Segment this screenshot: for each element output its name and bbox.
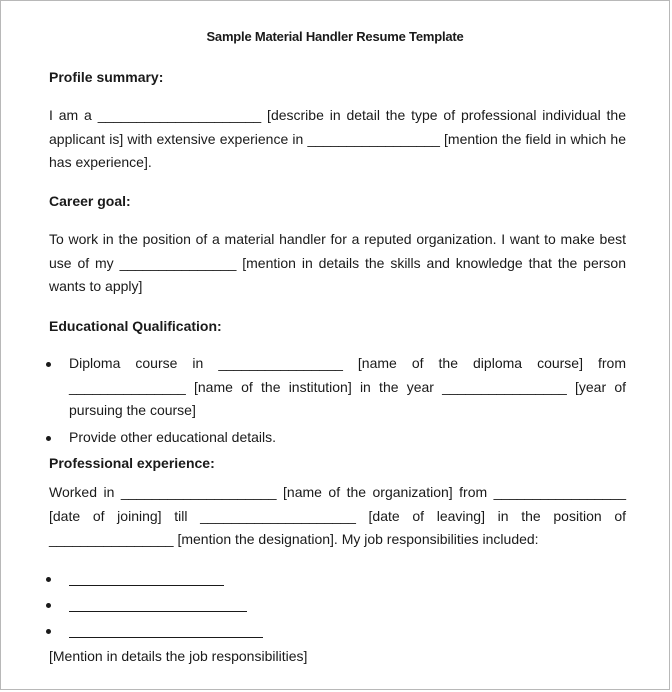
bullet-icon bbox=[46, 436, 51, 441]
education-item-text: Provide other educational details. bbox=[69, 429, 277, 445]
bullet-icon bbox=[46, 603, 51, 608]
career-goal-text: To work in the position of a material handler for a reputed organization. I want to make best use of my _______________ [mention in details the skills and knowledge that the person wants to apply] bbox=[49, 231, 626, 294]
bullet-icon bbox=[46, 629, 51, 634]
bullet-icon bbox=[46, 577, 51, 582]
responsibility-blank-line bbox=[69, 611, 247, 612]
education-heading: Educational Qualification: bbox=[49, 318, 222, 334]
bullet-icon bbox=[46, 362, 51, 367]
professional-experience-text: Worked in ____________________ [name of the organization] from _________________ [date of joining] till ____________________ [date of leaving] in the position of ________________ [mention the designation]. My job responsibilities included: bbox=[49, 484, 626, 547]
responsibilities-note: [Mention in details the job responsibilities] bbox=[49, 648, 308, 664]
document-title: Sample Material Handler Resume Template bbox=[206, 29, 464, 44]
profile-summary-text: I am a _____________________ [describe in detail the type of professional individual the applicant is] with extensive experience in _________________ [mention the field in which he has experience]. bbox=[49, 107, 626, 170]
profile-summary-heading: Profile summary: bbox=[49, 69, 164, 85]
responsibility-blank-line bbox=[69, 637, 263, 638]
professional-experience-heading: Professional experience: bbox=[49, 455, 215, 471]
responsibility-blank-line bbox=[69, 585, 224, 586]
career-goal-heading: Career goal: bbox=[49, 193, 131, 209]
education-item-text: Diploma course in ________________ [name of the diploma course] from _______________ [name of the institution] in the year ________________ [year of pursuing the course] bbox=[69, 355, 626, 418]
